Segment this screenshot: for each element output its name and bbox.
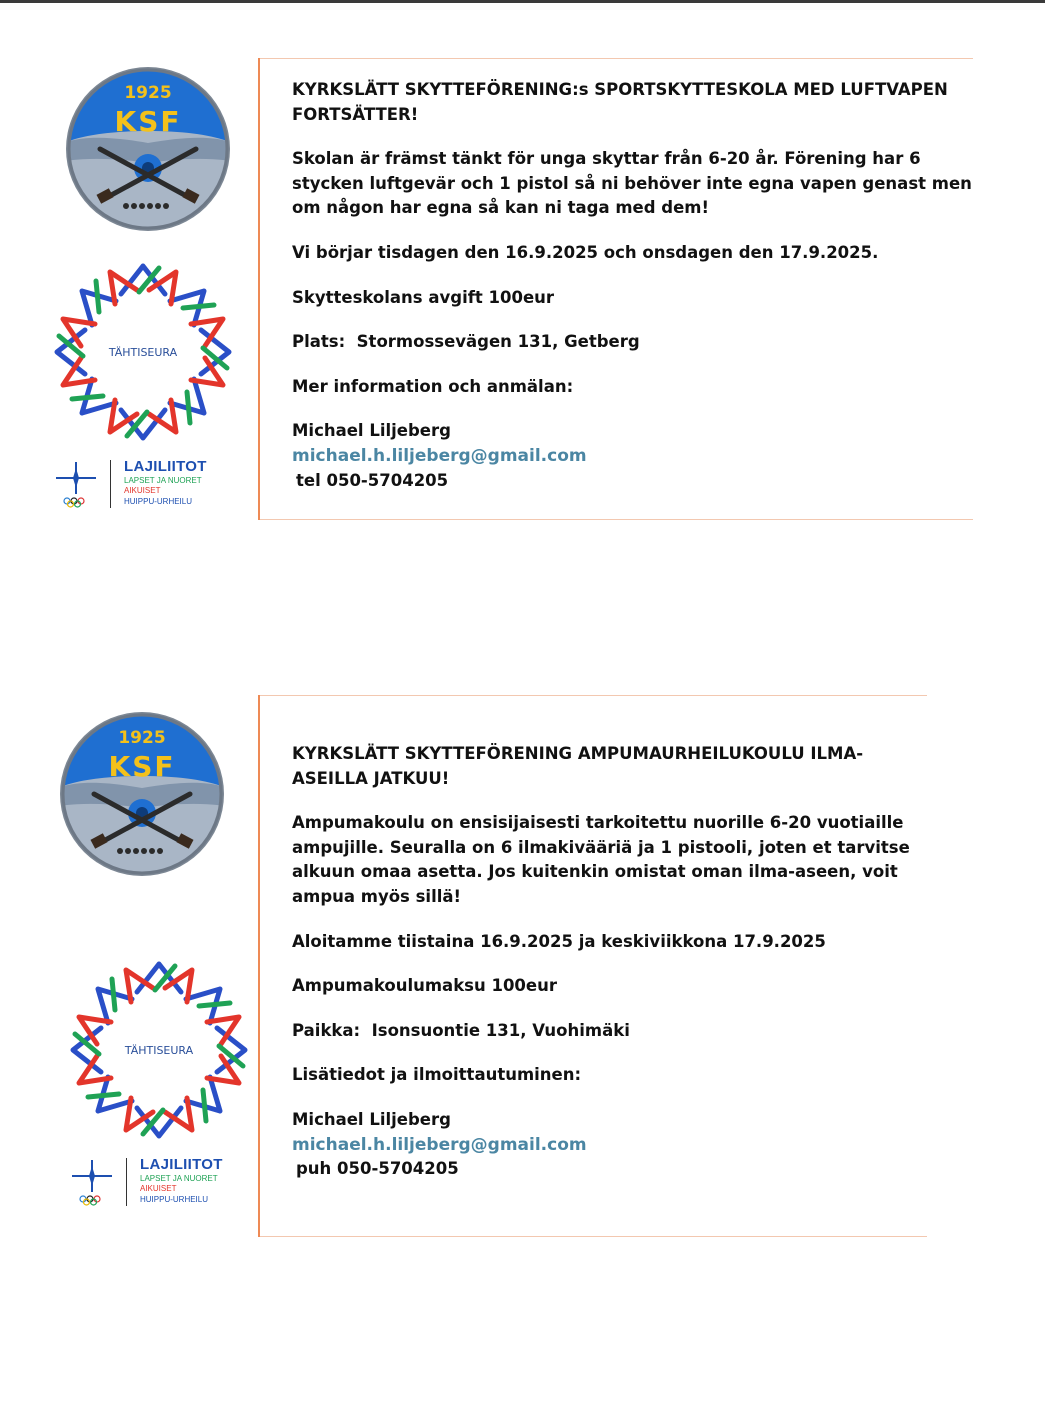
ksf-logo (64, 65, 232, 233)
contact-phone: tel 050-5704205 (296, 470, 449, 490)
lajiliitot-line1: LAPSET JA NUORET (124, 476, 202, 485)
lajiliitot-line2: AIKUISET (124, 486, 161, 495)
contact-email-link[interactable]: michael.h.liljeberg@gmail.com (292, 445, 587, 466)
ksf-letters: KSF (114, 105, 182, 138)
lajiliitot-logo (70, 1154, 250, 1210)
lajiliitot-line3: HUIPPU-URHEILU (124, 497, 193, 506)
intro-text: Ampumakoulu on ensisijaisesti tarkoitettu nuorille 6-20 vuotiaille ampujille. Seuralla on 6 ilmakivääriä ja 1 pistooli, joten et tarvitse alkuun omaa asetta. Jos kuitenkin omistat oman ilma-aseen, voit ampua myös sillä! (292, 813, 910, 906)
card-top-border (259, 58, 973, 59)
contact-name: Michael Liljeberg (292, 1109, 451, 1129)
finnish-announcement (292, 742, 912, 1182)
info-heading: Lisätiedot ja ilmoittautuminen: (292, 1065, 582, 1085)
tahtiseura-text: TÄHTISEURA (108, 346, 178, 359)
ksf-letters: KSF (108, 750, 176, 783)
intro-text: Skolan är främst tänkt för unga skyttar från 6-20 år. Förening har 6 stycken luftgevär och 1 pistol så ni behöver inte egna vapen genast men om någon har egna så kan ni taga med dem! (292, 149, 972, 218)
ksf-year: 1925 (124, 83, 172, 103)
contact-email-link[interactable]: michael.h.liljeberg@gmail.com (292, 1134, 587, 1155)
lajiliitot-line2: AIKUISET (140, 1184, 177, 1193)
swedish-announcement (292, 78, 972, 493)
card-bottom-border (259, 519, 973, 520)
card-bottom-border (259, 1236, 927, 1237)
fee-text: Skytteskolans avgift 100eur (292, 287, 555, 307)
contact-name: Michael Liljeberg (292, 421, 451, 441)
place-text: Plats: Stormossevägen 131, Getberg (292, 332, 640, 352)
contact-phone: puh 050-5704205 (296, 1159, 459, 1179)
lajiliitot-title: LAJILIITOT (124, 458, 207, 475)
tahtiseura-text: TÄHTISEURA (124, 1044, 194, 1057)
page-title: KYRKSLÄTT SKYTTEFÖRENING AMPUMAURHEILUKOULU ILMA-ASEILLA JATKUU! (292, 744, 864, 788)
info-heading: Mer information och anmälan: (292, 376, 574, 396)
tahtiseura-logo (70, 961, 248, 1139)
top-border (0, 0, 1045, 3)
page-title: KYRKSLÄTT SKYTTEFÖRENING:s SPORTSKYTTESKOLA MED LUFTVAPEN FORTSÄTTER! (292, 80, 948, 124)
card-top-border (259, 695, 927, 696)
fee-text: Ampumakoulumaksu 100eur (292, 976, 557, 996)
ksf-year: 1925 (118, 728, 166, 748)
ksf-logo (58, 710, 226, 878)
lajiliitot-title: LAJILIITOT (140, 1156, 223, 1173)
tahtiseura-logo (54, 263, 232, 441)
start-dates: Aloitamme tiistaina 16.9.2025 ja keskiviikkona 17.9.2025 (292, 931, 826, 951)
lajiliitot-line1: LAPSET JA NUORET (140, 1174, 218, 1183)
place-text: Paikka: Isonsuontie 131, Vuohimäki (292, 1020, 630, 1040)
olympic-star-icon (54, 460, 98, 508)
olympic-star-icon (70, 1158, 114, 1206)
lajiliitot-divider (110, 460, 111, 508)
lajiliitot-line3: HUIPPU-URHEILU (140, 1195, 209, 1204)
lajiliitot-logo (54, 456, 234, 512)
lajiliitot-divider (126, 1158, 127, 1206)
card-left-accent (258, 695, 260, 1237)
start-dates: Vi börjar tisdagen den 16.9.2025 och onsdagen den 17.9.2025. (292, 242, 879, 262)
card-left-accent (258, 58, 260, 520)
